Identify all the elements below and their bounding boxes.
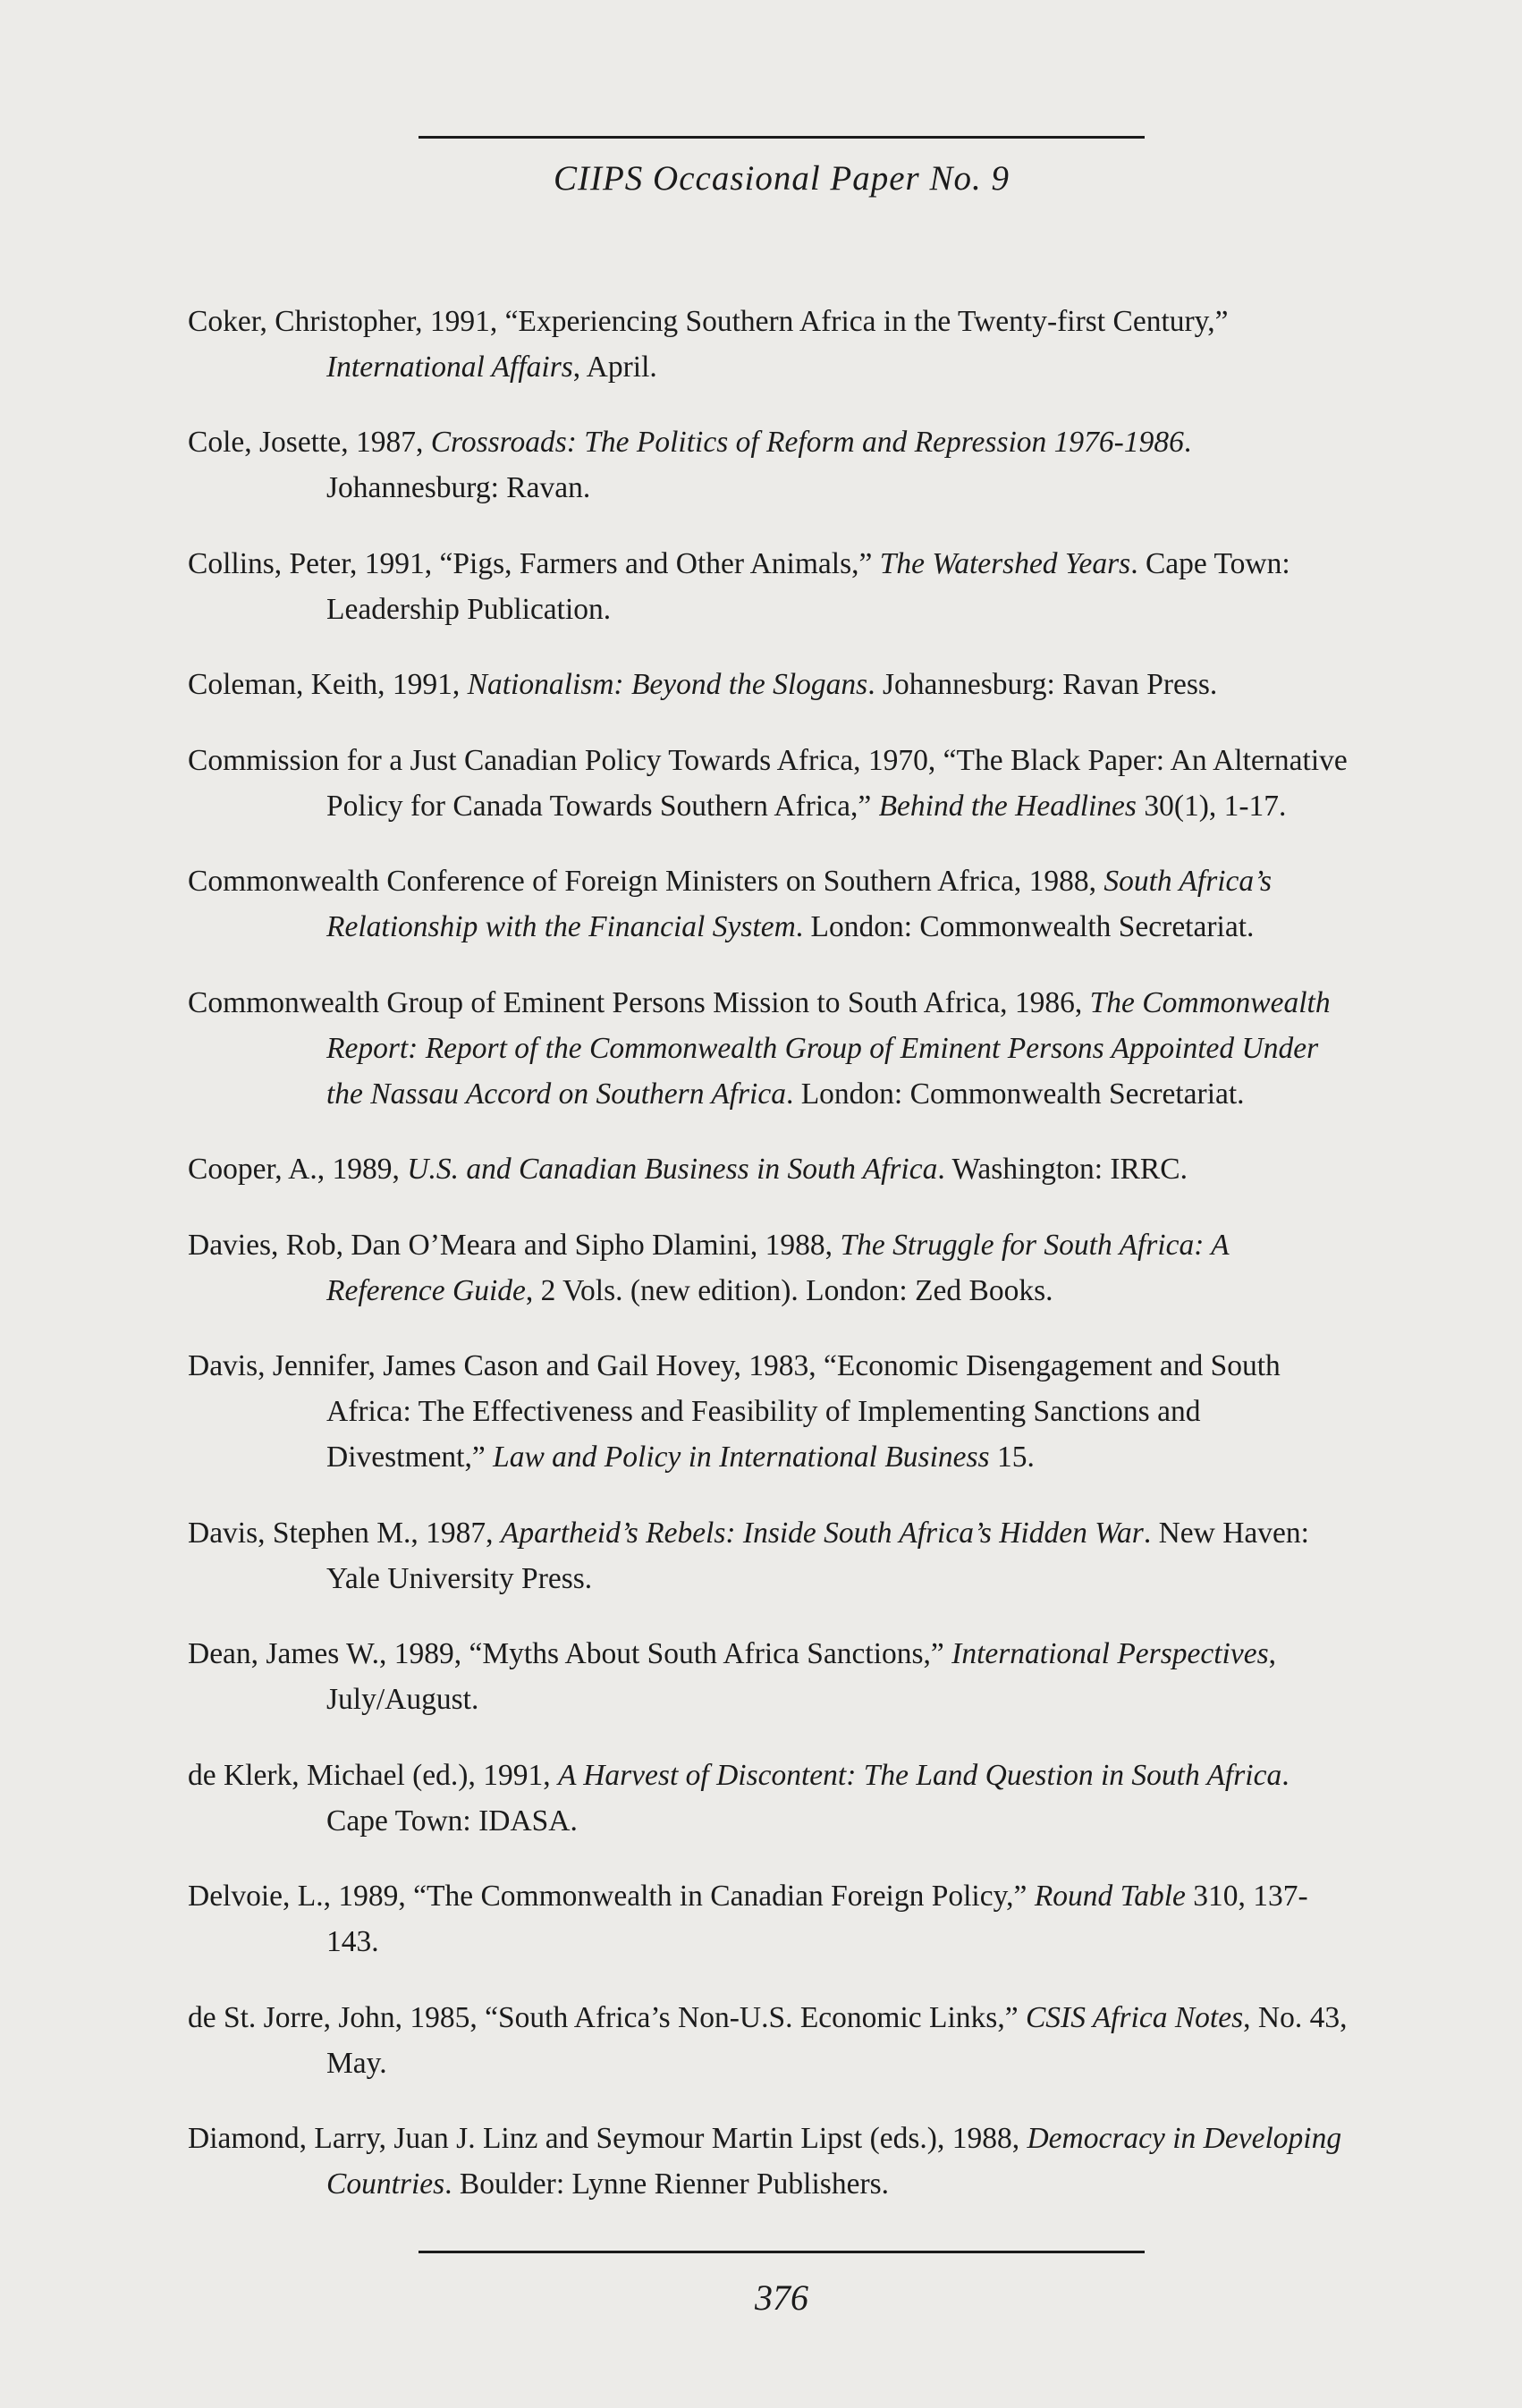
header-title: CIIPS Occasional Paper No. 9 — [553, 159, 1010, 198]
entry-title: South Africa’s Relationship with the Financial System — [326, 865, 1273, 943]
entry-title: International Perspectives — [951, 1637, 1269, 1670]
entry-text: . Boulder: Lynne Rienner Publishers. — [444, 2167, 890, 2201]
entry-text: . London: Commonwealth Secretariat. — [795, 910, 1255, 943]
entry-text: , July/August. — [326, 1637, 1276, 1716]
bibliography-entry — [188, 1631, 1350, 1722]
entry-text: . Cape Town: Leadership Publication. — [326, 546, 1290, 626]
entry-text: . London: Commonwealth Secretariat. — [785, 1077, 1245, 1111]
entry-text: . Johannesburg: Ravan. — [326, 426, 1192, 504]
entry-title: The Watershed Years — [879, 546, 1131, 580]
bibliography-entry — [188, 1510, 1350, 1601]
bibliography-entry — [188, 299, 1350, 390]
entry-title: Democracy in Developing Countries — [326, 2122, 1342, 2201]
entry-text: 15. — [989, 1441, 1035, 1474]
entry-text: Davis, Jennifer, James Cason and Gail Hovey, 1983, “Economic Disengagement and South Africa: The Effectiveness and Feasibility of Implementing Sanctions and Divestment,” — [188, 1349, 1281, 1474]
entry-text: 310, 137-143. — [326, 1880, 1308, 1958]
entry-title: Crossroads: The Politics of Reform and Repression 1976-1986 — [430, 426, 1184, 459]
entry-text: de St. Jorre, John, 1985, “South Africa’s Non-U.S. Economic Links,” — [188, 2000, 1026, 2034]
entry-title: CSIS Africa Notes — [1025, 2000, 1244, 2034]
page-number: 376 — [755, 2277, 808, 2318]
bibliography-entry — [188, 662, 1350, 707]
bibliography-entry — [188, 1146, 1350, 1192]
bibliography-entry — [188, 1995, 1350, 2086]
entry-text: . Washington: IRRC. — [937, 1153, 1188, 1186]
bibliography-entry — [188, 541, 1350, 632]
entry-text: Commonwealth Group of Eminent Persons Mission to South Africa, 1986, — [188, 985, 1090, 1019]
entry-text: Commonwealth Conference of Foreign Ministers on Southern Africa, 1988, — [188, 865, 1104, 898]
entry-text: . Cape Town: IDASA. — [326, 1758, 1289, 1838]
entry-text: . Johannesburg: Ravan Press. — [867, 668, 1218, 701]
entry-title: The Struggle for South Africa: A Reference Guide — [326, 1228, 1230, 1307]
entry-text: Cooper, A., 1989, — [188, 1153, 408, 1186]
page-footer — [419, 2251, 1145, 2319]
entry-text: Davis, Stephen M., 1987, — [188, 1516, 501, 1550]
entry-title: The Commonwealth Report: Report of the Commonwealth Group of Eminent Persons Appointed Under the Nassau Accord on Southern Africa — [326, 985, 1331, 1111]
entry-text: Delvoie, L., 1989, “The Commonwealth in Canadian Foreign Policy,” — [188, 1880, 1035, 1913]
bibliography-entry — [188, 419, 1350, 511]
bibliography-entry — [188, 1753, 1350, 1844]
bibliography-entry — [188, 738, 1350, 829]
entry-title: Apartheid’s Rebels: Inside South Africa’s Hidden War — [500, 1516, 1144, 1550]
entry-title: Round Table — [1034, 1880, 1186, 1913]
bibliography-entry — [188, 858, 1350, 950]
entry-title: U.S. and Canadian Business in South Africa — [407, 1153, 938, 1186]
bibliography-list — [188, 268, 1350, 2226]
bibliography-entry — [188, 2116, 1350, 2207]
entry-title: Law and Policy in International Business — [493, 1441, 990, 1474]
header-rule — [419, 136, 1145, 139]
entry-text: , April. — [572, 350, 657, 384]
entry-text: Dean, James W., 1989, “Myths About South Africa Sanctions,” — [188, 1637, 952, 1670]
entry-text: Coker, Christopher, 1991, “Experiencing Southern Africa in the Twenty-first Century,” — [188, 304, 1229, 338]
entry-title: Behind the Headlines — [878, 789, 1137, 823]
entry-text: Cole, Josette, 1987, — [188, 426, 431, 459]
bibliography-entry — [188, 1343, 1350, 1480]
footer-rule — [419, 2251, 1145, 2253]
entry-text: , 2 Vols. (new edition). London: Zed Books. — [525, 1273, 1053, 1307]
entry-text: Davies, Rob, Dan O’Meara and Sipho Dlamini, 1988, — [188, 1228, 841, 1262]
running-header — [419, 136, 1145, 199]
entry-text: Collins, Peter, 1991, “Pigs, Farmers and Other Animals,” — [188, 546, 880, 580]
entry-text: 30(1), 1-17. — [1136, 789, 1287, 823]
entry-text: Commission for a Just Canadian Policy Towards Africa, 1970, “The Black Paper: An Alternative Policy for Canada Towards Southern Africa,” — [188, 743, 1348, 823]
entry-title: A Harvest of Discontent: The Land Question in South Africa — [557, 1758, 1282, 1792]
entry-title: Nationalism: Beyond the Slogans — [467, 668, 868, 701]
entry-title: International Affairs — [326, 350, 573, 384]
bibliography-entry — [188, 1873, 1350, 1964]
entry-text: . New Haven: Yale University Press. — [326, 1516, 1309, 1595]
bibliography-entry — [188, 980, 1350, 1117]
entry-text: de Klerk, Michael (ed.), 1991, — [188, 1758, 558, 1792]
entry-text: Diamond, Larry, Juan J. Linz and Seymour Martin Lipst (eds.), 1988, — [188, 2122, 1027, 2155]
bibliography-entry — [188, 1222, 1350, 1314]
entry-text: Coleman, Keith, 1991, — [188, 668, 468, 701]
entry-text: , No. 43, May. — [326, 2000, 1348, 2080]
